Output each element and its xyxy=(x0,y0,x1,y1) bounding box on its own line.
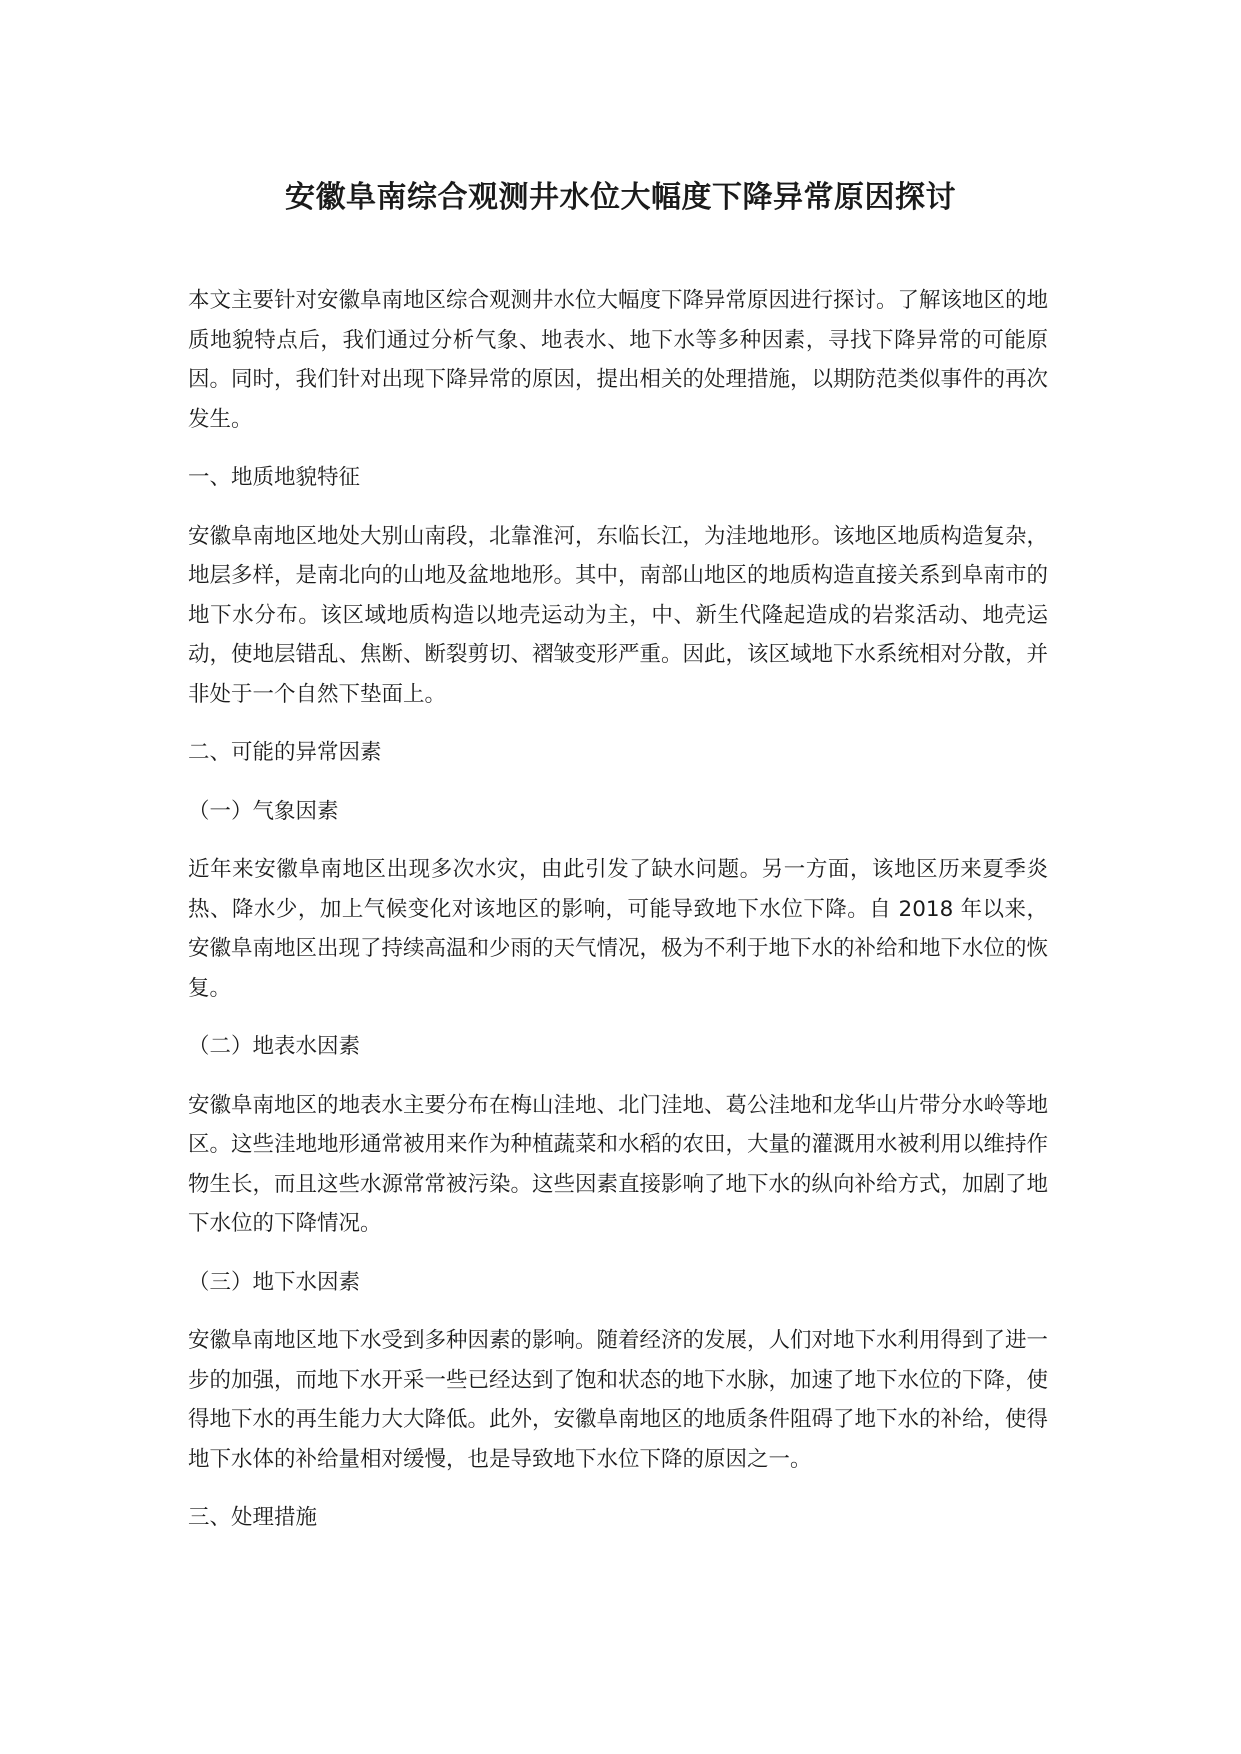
section-heading-geology: 一、地质地貌特征 xyxy=(188,465,361,490)
meteorology-paragraph: 近年来安徽阜南地区出现多次水灾，由此引发了缺水问题。另一方面，该地区历来夏季炎热、降水少，加上气候变化对该地区的影响，可能导致地下水位下降。自 2018 年以来，安徽阜南地区出现了持续高温和少雨的天气情况，极为不利于地下水的补给和地下水位的恢复。 xyxy=(188,857,1049,1001)
intro-paragraph: 本文主要针对安徽阜南地区综合观测井水位大幅度下降异常原因进行探讨。了解该地区的地质地貌特点后，我们通过分析气象、地表水、地下水等多种因素，寻找下降异常的可能原因。同时，我们针对出现下降异常的原因，提出相关的处理措施，以期防范类似事件的再次发生。 xyxy=(188,288,1049,432)
section-heading-factors: 二、可能的异常因素 xyxy=(188,740,382,765)
groundwater-paragraph: 安徽阜南地区地下水受到多种因素的影响。随着经济的发展，人们对地下水利用得到了进一步的加强，而地下水开采一些已经达到了饱和状态的地下水脉，加速了地下水位的下降，使得地下水的再生能力大大降低。此外，安徽阜南地区的地质条件阻碍了地下水的补给，使得地下水体的补给量相对缓慢，也是导致地下水位下降的原因之一。 xyxy=(188,1328,1049,1472)
document-body xyxy=(188,281,1048,1557)
geology-paragraph: 安徽阜南地区地处大别山南段，北靠淮河，东临长江，为洼地地形。该地区地质构造复杂，地层多样，是南北向的山地及盆地地形。其中，南部山地区的地质构造直接关系到阜南市的地下水分布。该区域地质构造以地壳运动为主，中、新生代隆起造成的岩浆活动、地壳运动，使地层错乱、焦断、断裂剪切、褶皱变形严重。因此，该区域地下水系统相对分散，并非处于一个自然下垫面上。 xyxy=(188,523,1049,707)
subsection-heading-groundwater: （三）地下水因素 xyxy=(188,1269,361,1295)
section-heading-measures: 三、处理措施 xyxy=(188,1505,318,1530)
document-title: 安徽阜南综合观测井水位大幅度下降异常原因探讨 xyxy=(285,180,956,215)
subsection-heading-surface-water: （二）地表水因素 xyxy=(188,1034,361,1059)
surface-water-paragraph: 安徽阜南地区的地表水主要分布在梅山洼地、北门洼地、葛公洼地和龙华山片带分水岭等地区。这些洼地地形通常被用来作为种植蔬菜和水稻的农田，大量的灌溉用水被利用以维持作物生长，而且这些水源常常被污染。这些因素直接影响了地下水的纵向补给方式，加剧了地下水位的下降情况。 xyxy=(188,1092,1049,1236)
subsection-heading-meteorology: （一）气象因素 xyxy=(188,798,339,824)
